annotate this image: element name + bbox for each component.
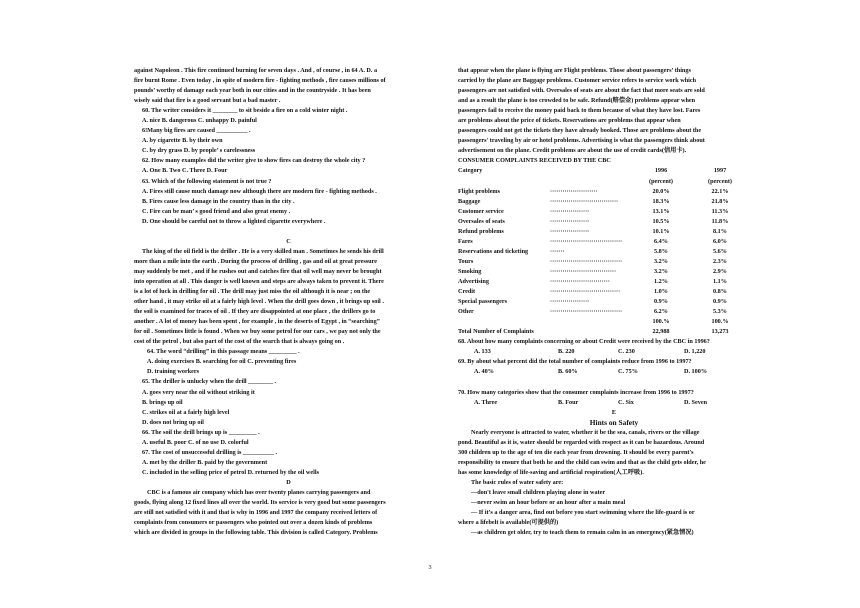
text-line: advertisement on the plane. Credit problems are about the use of credit cards(信用卡). (458, 147, 687, 155)
row-category: Tours (458, 257, 474, 265)
row-value-1997: 11.3% (711, 207, 729, 215)
row-value-1997: 6.0% (713, 237, 727, 245)
left-column (134, 66, 443, 538)
text-line: passengers are not satisfied with. Oversales of seats are about the fact that more seats are sold (458, 87, 705, 95)
text-line (134, 227, 443, 237)
text-line: against Napoleon . This fire continued burning for seven days . And , of course , in 64 A. D. a (134, 67, 378, 74)
row-leader-dots (550, 317, 632, 327)
total-label: Total Number of Complaints (458, 328, 534, 336)
right-column (458, 66, 770, 538)
text-line: cost of the petrol , but also part of the cost of the search that is always going on . (134, 338, 345, 346)
text-line: and as a result the plane is too crowded to be safe. Refund(赔偿金) problems appear when (458, 97, 696, 105)
table-row (458, 277, 770, 287)
text-line: which are divided in groups in the following table. This division is called Category. Problems (134, 529, 378, 537)
text-line: goods, flying along 12 fixed lines all over the world. Its service is very good but some passengers (134, 499, 386, 507)
text-line: the soil is examined for traces of oil . If they are disappointed at one place , the drillers go to (134, 308, 376, 316)
text-line: passengers could not get the tickets they have already booked. Those are problems about the (458, 127, 702, 135)
header-spacer (550, 166, 632, 176)
row-value-1996: 13.1% (652, 207, 670, 215)
question-text: 69. By about what percent did the total number of complaints reduce from 1996 to 1997? (458, 358, 692, 366)
table-row (458, 227, 770, 237)
text-line: —don't leave small children playing alone in water (471, 488, 606, 496)
header-1997: 1997 (713, 167, 727, 175)
row-leader-dots: ··································· (550, 308, 623, 316)
row-category: Baggage (458, 197, 481, 205)
row-category: Credit (458, 288, 476, 296)
text-line: complaints from consumers or passengers who pointed out over a dozen kinds of problems (134, 519, 373, 527)
text-line: are problems about the price of tickets. Reservations are problems that appear when (458, 117, 681, 125)
text-line: 63. Which of the following statement is not true ? (142, 177, 272, 185)
row-value-1997: 0.9% (713, 298, 727, 306)
table-units (458, 177, 770, 187)
text-line: A. useful B. poor C. of no use D. colorful (142, 438, 249, 446)
table-total-row (458, 327, 770, 337)
text-line: A. goes very near the oil without striking it (142, 388, 255, 396)
row-value-1996: 3.2% (654, 267, 668, 275)
text-line: C. Fire can be man’ s good friend and also great enemy . (142, 207, 291, 215)
row-value-1997: 100.% (711, 318, 729, 326)
section-e-text (458, 428, 770, 539)
unit-1997: (percent) (708, 177, 732, 185)
row-leader-dots: ··················· (550, 227, 590, 235)
cbc-intro (458, 66, 770, 156)
text-line: more than a mile into the earth . During the process of drilling , gas and oil at great pressure (134, 257, 377, 265)
text-line: pounds’ worthy of damage each year both in our cities and in the countryside . It has been (134, 87, 371, 95)
text-line: carried by the plane are Baggage problems. Customer service refers to service work which (458, 77, 697, 85)
total-1997: 13,273 (711, 328, 729, 336)
text-line: D (286, 478, 291, 486)
table-row (458, 197, 770, 207)
row-value-1996: 0.9% (654, 298, 668, 306)
row-value-1997: 2.3% (713, 257, 727, 265)
section-e-label: E (611, 408, 617, 416)
row-value-1997: 2.9% (713, 267, 727, 275)
row-leader-dots: ··································· (550, 237, 623, 245)
option-b: B. 60% (558, 368, 578, 376)
text-line: for oil . Sometimes little is found . When we buy some petrol for our cars , we pay not only the (134, 328, 381, 336)
text-line: D. One should be careful not to throw a lighted cigarette everywhere . (142, 217, 326, 225)
option-a: A. 133 (474, 348, 491, 356)
row-value-1997: 5.6% (713, 247, 727, 255)
row-category: Advertising (458, 277, 489, 285)
table-title: CONSUMER COMPLAINTS RECEIVED BY THE CBC (458, 157, 611, 165)
row-value-1996: 5.8% (654, 247, 668, 255)
text-line: 6!Many big fires are caused __________ . (142, 127, 251, 135)
row-leader-dots: ··················· (550, 207, 590, 215)
option-c: C. 75% (618, 368, 638, 376)
table-row (458, 287, 770, 297)
text-line: 64. The word “drilling” in this passage means _________ . (147, 348, 300, 356)
row-value-1996: 3.2% (654, 257, 668, 265)
row-leader-dots: ································ (550, 267, 617, 275)
row-value-1997: 21.8% (711, 197, 729, 205)
row-leader-dots: ····························· (550, 277, 610, 285)
header-category: Category (458, 167, 483, 175)
text-line: 300 children up to the age of ten die each year from drowning. It should be every parent's (458, 448, 694, 456)
table-row (458, 307, 770, 317)
table-row (458, 237, 770, 247)
row-category: Customer service (458, 207, 504, 215)
row-value-1997: 11.8% (711, 217, 729, 225)
question-text: 70. How many categories show that the consumer complaints increase from 1996 to 1997? (458, 388, 694, 396)
table-row (458, 217, 770, 227)
text-line: — If it’s a danger area, find out before you start swimming where the life-guard is or (471, 509, 695, 517)
text-line: may suddenly be met , and if he rushes out and catches fire that oil well may never be brought (134, 267, 382, 275)
row-leader-dots: ··················· (550, 298, 590, 306)
row-value-1996: 1.2% (654, 277, 668, 285)
text-line: B. Fires cause less damage in the country than in the city . (142, 197, 295, 205)
section-e-title: Hints on Safety (589, 417, 639, 427)
row-leader-dots: ······················· (550, 187, 598, 195)
text-line: —never swim an hour before or an hour after a main meal (471, 499, 626, 507)
text-line: that appear when the plane is flying are Flight problems. Those about passengers’ things (458, 67, 691, 74)
units-spacer-2 (550, 177, 632, 187)
row-category: Flight problems (458, 187, 500, 195)
option-b: B. 220 (558, 348, 575, 356)
row-leader-dots: ··················· (550, 217, 590, 225)
question-text: 68. About how many complaints concerning or about Credit were received by the CBC in 1996? (458, 338, 710, 346)
table-row (458, 267, 770, 277)
page-number: 3 (428, 564, 432, 571)
row-value-1996: 10.5% (652, 217, 670, 225)
row-value-1997: 5.3% (713, 308, 727, 316)
option-c: C. 230 (618, 348, 635, 356)
option-d: D. 100% (684, 368, 708, 376)
text-line: C (286, 237, 291, 245)
row-category: Oversales of seats (458, 217, 505, 225)
text-line: is a lot of luck in drilling for oil . The drill may just miss the oil although it is near ; on the (134, 288, 371, 296)
text-line: 67. The cost of unsuccessful drilling is __________ . (142, 448, 277, 456)
row-value-1997: 0.8% (713, 288, 727, 296)
table-row (458, 317, 770, 327)
spacer (458, 377, 770, 387)
text-line: 62. How many examples did the writer give to show fires can destroy the whole city ? (142, 157, 366, 165)
row-category: Fares (458, 237, 473, 245)
text-line: are still not satisfied with it and that is why in 1996 and 1997 the company received letters of (134, 509, 378, 517)
text-line: CBC is a famous air company which has over twenty planes carrying passengers and (147, 488, 371, 496)
table-row (458, 187, 770, 197)
row-value-1996: 20.0% (652, 187, 670, 195)
text-line: The basic rules of water safety are: (471, 478, 564, 486)
option-d: D. Seven (684, 398, 708, 406)
row-value-1997: 22.1% (711, 187, 729, 195)
text-line: C. by dry grass D. by people’ s carelessness (142, 147, 256, 155)
text-line: A. One B. Two C. Three D. Four (142, 167, 228, 175)
row-value-1996: 18.3% (652, 197, 670, 205)
text-line: A. met by the driller B. paid by the government (142, 458, 268, 466)
header-1996: 1996 (654, 167, 668, 175)
text-line: wisely said that fire is a good servant but a bad master . (134, 97, 281, 105)
text-line: where a lifebelt is available(可提供的) (458, 519, 559, 527)
text-line: passengers fail to receive the money paid back to them because of what they have lost. Fares (458, 107, 701, 115)
row-value-1996: 1.0% (654, 288, 668, 296)
option-b: B. Four (558, 398, 579, 406)
text-line: other hand , it may strike oil at a fairly high level . When the drill goes down , it brings up soil . (134, 298, 384, 306)
row-value-1996: 100.% (652, 318, 670, 326)
text-line: has some knowledge of life-saving and artificial respiration(人工呼吸). (458, 468, 644, 476)
row-category: Smoking (458, 267, 482, 275)
row-leader-dots: ································· (550, 197, 619, 205)
question-options (458, 398, 770, 408)
unit-1996: (percent) (649, 177, 673, 185)
text-line: passengers' traveling by air or hotel problems. Advertising is what the passengers think about (458, 137, 705, 145)
option-c: C. Six (618, 398, 634, 406)
option-a: A. 40% (474, 368, 494, 376)
text-line: another . A lot of money has been spent , for example , in the deserts of Egypt , in “searching” (134, 318, 380, 326)
text-line: C. included in the selling price of petrol D. returned by the oil wells (142, 468, 319, 476)
text-line: Nearly everyone is attracted to water, whether it be the sea, canals, rivers or the village (471, 428, 700, 436)
text-line: 65. The driller is unlucky when the drill ________ . (142, 378, 277, 386)
row-value-1996: 6.2% (654, 308, 668, 316)
text-line: 60. The writer considers it ________ to sit beside a fire on a cold winter night . (142, 107, 348, 115)
option-d: D. 1,220 (684, 348, 706, 356)
text-line: The king of the oil field is the driller . He is a very skilled man . Sometimes he sends his drill (142, 247, 384, 255)
total-1996: 22,988 (652, 328, 670, 336)
text-line: into operation at all . This danger is well known and steps are always taken to prevent it. There (134, 277, 384, 285)
text-line: 66. The soil the drill brings up is _________ . (142, 428, 260, 436)
row-leader-dots: ·································· (550, 288, 621, 296)
option-a: A. Three (474, 398, 498, 406)
table-row (458, 257, 770, 267)
question-block (458, 337, 770, 407)
row-value-1997: 1.1% (713, 277, 727, 285)
text-line: pond. Beautiful as it is, water should be regarded with respect as it can be hazardous. Around (458, 438, 705, 446)
row-value-1997: 8.1% (713, 227, 727, 235)
text-line: A. doing exercises B. searching for oil C. preventing fires (147, 358, 297, 366)
table-header (458, 166, 770, 176)
text-line: A. Fires still cause much damage now although there are modern fire - fighting methods . (142, 187, 377, 195)
row-value-1996: 6.4% (654, 237, 668, 245)
complaints-table (458, 187, 770, 328)
text-line: D. training workers (147, 368, 200, 376)
row-category: Reservations and ticketing (458, 247, 529, 255)
text-line: B. brings up oil (142, 398, 183, 406)
row-category: Other (458, 308, 474, 316)
question-options (458, 367, 770, 377)
text-line: —as children get older, try to teach them to remain calm in an emergency(紧急情况) (471, 529, 694, 537)
row-leader-dots: ······· (550, 247, 565, 255)
row-category (458, 317, 550, 327)
text-line: D. does not bring up oil (142, 418, 204, 426)
text-line: C. strikes oil at a fairly high level (142, 408, 230, 416)
text-line: A. nice B. dangerous C. unhappy D. painful (142, 117, 257, 125)
text-line: fire burnt Rome . Even today , in spite of modern fire - fighting methods , fire causes millions of (134, 77, 386, 85)
text-line: A. by cigarette B. by their own (142, 137, 223, 145)
question-options (458, 347, 770, 357)
text-line: responsibility to ensure that both he and the child can swim and that as the child gets older, he (458, 458, 706, 466)
units-spacer (458, 177, 550, 187)
row-value-1996: 10.1% (652, 227, 670, 235)
row-category: Refund problems (458, 227, 504, 235)
table-row (458, 297, 770, 307)
row-category: Special passengers (458, 298, 507, 306)
table-row (458, 247, 770, 257)
row-leader-dots: ··································· (550, 257, 623, 265)
table-row (458, 207, 770, 217)
